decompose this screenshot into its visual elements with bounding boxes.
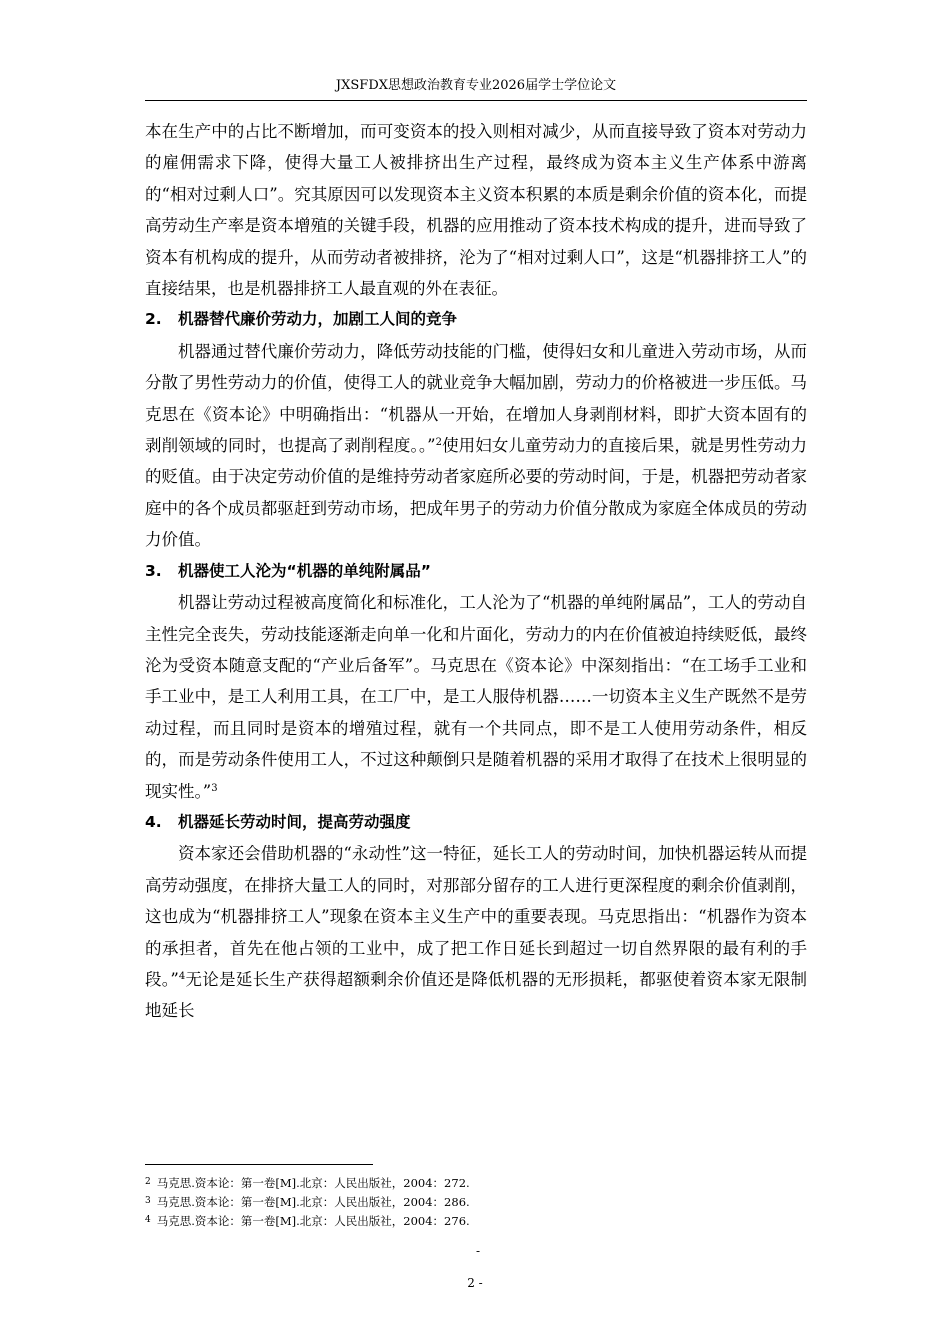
section-heading-2	[145, 304, 807, 335]
footnote	[145, 1192, 807, 1211]
section-title: 机器延长劳动时间，提高劳动强度	[178, 812, 411, 831]
paragraph-text: 机器让劳动过程被高度简化和标准化，工人沦为了“机器的单纯附属品”，工人的劳动自主性完全丧失，劳动技能逐渐走向单一化和片面化，劳动力的内在价值被迫持续贬低，最终沦为受资本随意支配的“产业后备军”。马克思在《资本论》中深刻指出：“在工场手工业和手工业中，是工人利用工具，在工厂中，是工人服侍机器……一切资本主义生产既然不是劳动过程，而且同时是资本的增殖过程，就有一个共同点，即不是工人使用劳动条件，相反的，而是劳动条件使用工人，不过这种颠倒只是随着机器的采用才取得了在技术上很明显的现实性。”	[145, 593, 807, 801]
footnote-mark: 4	[145, 1215, 151, 1225]
footnote	[145, 1173, 807, 1192]
footer-dash: -	[476, 1244, 481, 1258]
footnote-ref[interactable]: 2	[435, 437, 442, 449]
footnote-mark: 2	[145, 1177, 151, 1187]
paragraph-text: 无论是延长生产获得超额剩余价值还是降低机器的无形损耗，都驱使着资本家无限制地延长	[145, 969, 808, 1021]
footnote-ref[interactable]: 3	[211, 782, 218, 794]
footnotes	[145, 1173, 807, 1230]
section-number: 2.	[145, 310, 162, 329]
section-paragraph-4	[145, 838, 807, 1026]
footnote	[145, 1211, 807, 1230]
paragraph-text: 使用妇女儿童劳动力的直接后果，就是男性劳动力的贬值。由于决定劳动价值的是维持劳动者家庭所必要的劳动时间，于是，机器把劳动者家庭中的各个成员都驱赶到劳动市场，把成年男子的劳动力价值分散成为家庭全体成员的劳动力价值。	[145, 436, 808, 550]
footnote-text: 马克思.资本论：第一卷[M].北京：人民出版社，2004：276.	[156, 1214, 470, 1228]
footnote-text: 马克思.资本论：第一卷[M].北京：人民出版社，2004：272.	[156, 1176, 470, 1190]
running-header: JXSFDX思想政治教育专业2026届学士学位论文	[335, 78, 617, 93]
footnote-text: 马克思.资本论：第一卷[M].北京：人民出版社，2004：286.	[156, 1195, 470, 1209]
section-heading-3	[145, 556, 807, 587]
intro-paragraph: 本在生产中的占比不断增加，而可变资本的投入则相对减少，从而直接导致了资本对劳动力的雇佣需求下降，使得大量工人被排挤出生产过程，最终成为资本主义生产体系中游离的“相对过剩人口”。究其原因可以发现资本主义资本积累的本质是剩余价值的资本化，而提高劳动生产率是资本增殖的关键手段，机器的应用推动了资本技术构成的提升，进而导致了资本有机构成的提升，从而劳动者被排挤，沦为了“相对过剩人口”，这是“机器排挤工人”的直接结果，也是机器排挤工人最直观的外在表征。	[145, 122, 807, 299]
footnote-mark: 3	[145, 1196, 151, 1206]
section-title: 机器使工人沦为“机器的单纯附属品”	[178, 561, 431, 580]
section-number: 4.	[145, 812, 162, 831]
header-rule	[145, 100, 807, 101]
section-paragraph-2	[145, 336, 807, 556]
footnote-ref[interactable]: 4	[178, 970, 186, 982]
page-number: 2 -	[467, 1276, 483, 1290]
section-heading-4	[145, 807, 807, 838]
paragraph-text: 机器通过替代廉价劳动力，降低劳动技能的门槛，使得妇女和儿童进入劳动市场，从而分散了男性劳动力的价值，使得工人的就业竞争大幅加剧，劳动力的价格被进一步压低。马克思在《资本论》中明确指出：“机器从一开始，在增加人身剥削材料，即扩大资本固有的剥削领域的同时，也提高了剥削程度。。”	[145, 341, 807, 456]
footnote-separator	[145, 1164, 373, 1165]
section-paragraph-3	[145, 587, 807, 807]
paragraph-text: 资本家还会借助机器的“永动性”这一特征，延长工人的劳动时间，加快机器运转从而提高劳动强度，在排挤大量工人的同时，对那部分留存的工人进行更深程度的剩余价值剥削，这也成为“机器排挤工人”现象在资本主义生产中的重要表现。马克思指出：“机器作为资本的承担者，首先在他占领的工业中，成了把工作日延长到超过一切自然界限的最有利的手段。”	[145, 844, 807, 989]
section-number: 3.	[145, 561, 162, 580]
section-title: 机器替代廉价劳动力，加剧工人间的竞争	[178, 310, 458, 329]
body-text	[145, 116, 807, 1027]
